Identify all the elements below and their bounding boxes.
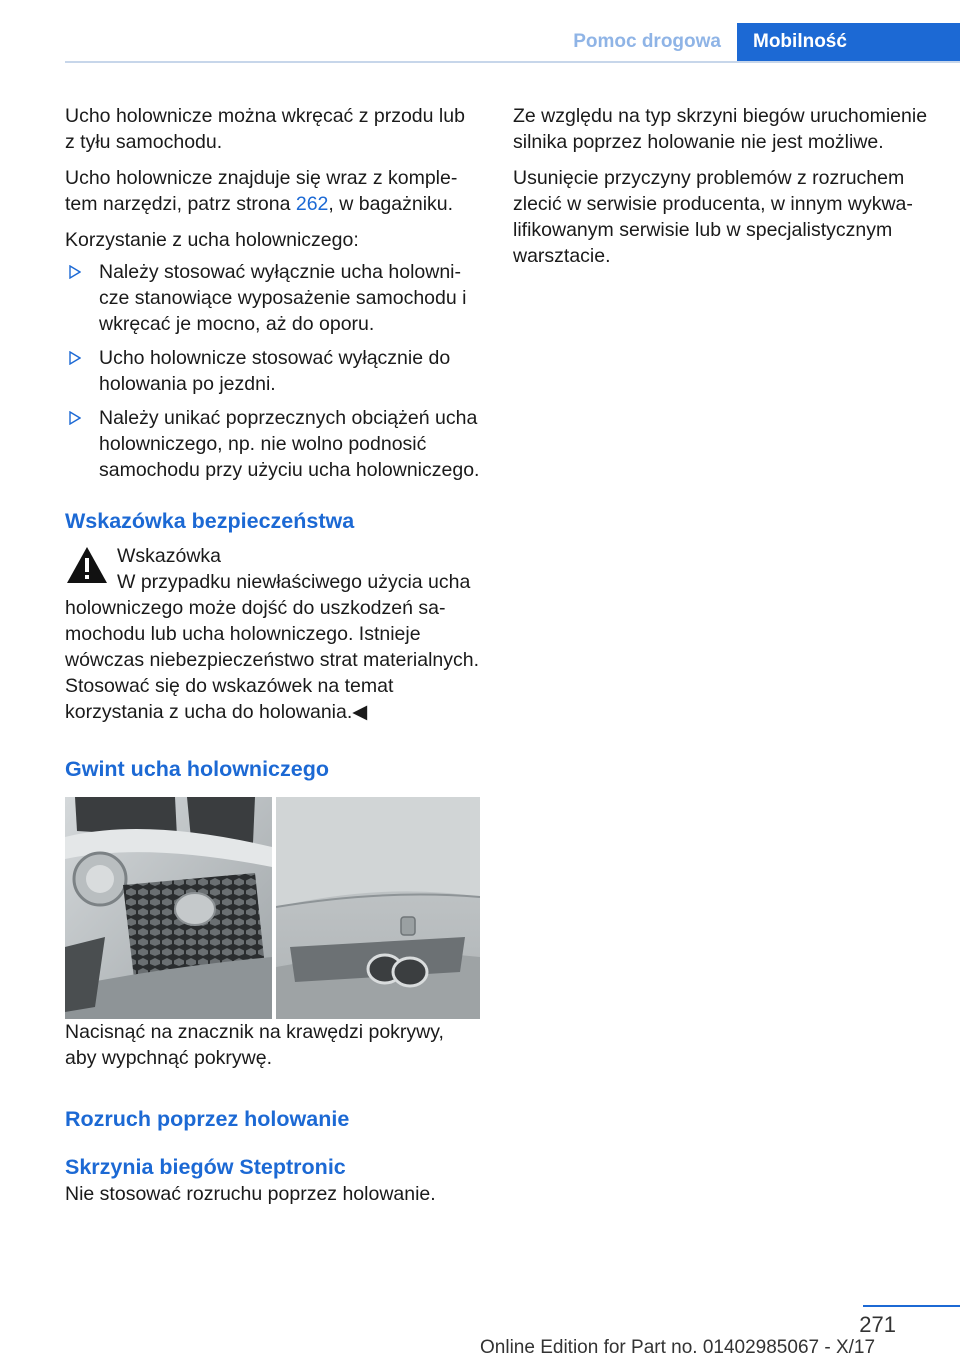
tow-thread-heading: Gwint ucha holowniczego bbox=[65, 757, 329, 781]
warning-icon bbox=[65, 545, 109, 585]
photo-caption: Nacisnąć na znacznik na krawędzi pokrywy, aby wypchnąć pokrywę. bbox=[65, 1021, 444, 1069]
left-column bbox=[65, 103, 480, 1207]
location-text-start: Ucho holownicze znajduje się wraz z kompletem narzędzi, patrz strona bbox=[65, 167, 458, 215]
right-column bbox=[513, 103, 928, 269]
page-link[interactable]: 262 bbox=[295, 193, 329, 215]
triangle-bullet-icon bbox=[69, 351, 81, 365]
page-number: 271 bbox=[859, 1312, 896, 1337]
header-rule bbox=[65, 61, 960, 63]
triangle-bullet-icon bbox=[69, 265, 81, 279]
service-paragraph: Usunięcie przyczyny problemów z rozruchem zlecić w serwisie producenta, w innym wykwalifikowanym serwisie lub w specjalistycznym warsztacie. bbox=[513, 167, 913, 267]
usage-intro: Korzystanie z ucha holowniczego: bbox=[65, 229, 359, 251]
warning-text: W przypadku niewłaściwego użycia ucha holowniczego może dojść do uszkodzeń samochodu lub ucha holowniczego. Istnieje wówczas niebezpieczeństwo strat materialnych. Stosować się do wskazówek na temat korzystania z ucha do holowania.◀ bbox=[65, 571, 480, 723]
list-item bbox=[65, 345, 480, 397]
safety-heading: Wskazówka bezpieczeństwa bbox=[65, 509, 355, 533]
list-item bbox=[65, 259, 480, 337]
list-item-text: Ucho holownicze stosować wyłącznie do holowania po jezdni. bbox=[99, 347, 451, 395]
location-paragraph bbox=[65, 165, 480, 217]
header-section-tab[interactable]: Pomoc drogowa bbox=[573, 31, 721, 52]
steptronic-text: Nie stosować rozruchu poprzez holowanie. bbox=[65, 1183, 436, 1205]
intro-paragraph: Ucho holownicze można wkręcać z przodu lub z tyłu samochodu. bbox=[65, 105, 465, 153]
header-chapter-tab[interactable]: Mobilność bbox=[737, 23, 960, 63]
tow-start-heading: Rozruch poprzez holowanie bbox=[65, 1107, 350, 1131]
triangle-bullet-icon bbox=[69, 411, 81, 425]
list-item-text: Należy stosować wyłącznie ucha holownicze stanowiące wyposażenie samochodu i wkręcać je mocno, aż do oporu. bbox=[99, 261, 467, 335]
steptronic-heading: Skrzynia biegów Steptronic bbox=[65, 1155, 346, 1179]
edition-footer: Online Edition for Part no. 01402985067 - X/17 bbox=[480, 1337, 876, 1358]
list-item-text: Należy unikać poprzecznych obciążeń ucha holowniczego, np. nie wolno podnosić samochodu przy użyciu ucha holowniczego. bbox=[99, 407, 480, 481]
location-text-end: , w bagażniku. bbox=[328, 193, 454, 215]
tow-thread-photo bbox=[65, 797, 480, 1019]
footer-rule bbox=[863, 1305, 960, 1307]
warning-title: Wskazówka bbox=[117, 545, 222, 567]
gearbox-paragraph: Ze względu na typ skrzyni biegów uruchomienie silnika poprzez holowanie nie jest możliwe. bbox=[513, 105, 928, 153]
list-item bbox=[65, 405, 480, 483]
warning-box bbox=[65, 543, 480, 725]
